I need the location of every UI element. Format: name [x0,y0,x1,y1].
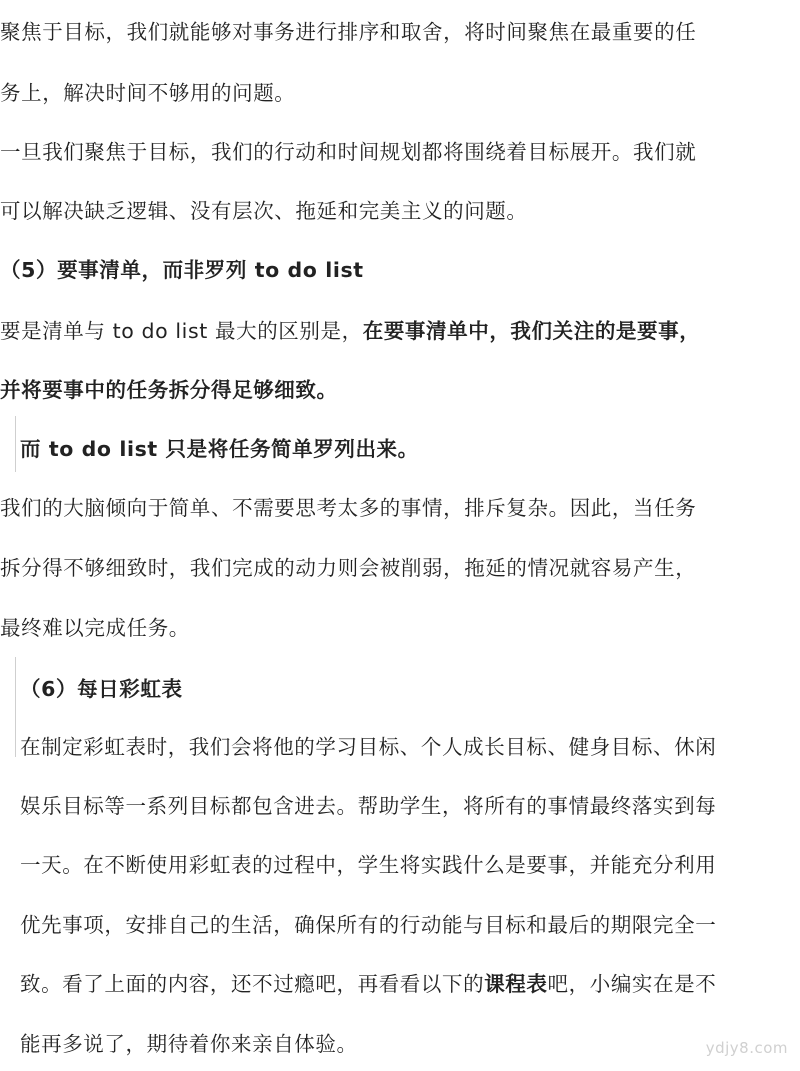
section-heading-5: （5）要事清单，而非罗列 to do list [0,258,364,282]
paragraph-6-line-5-end: 吧，小编实在是不 [547,972,717,996]
paragraph-2-line-1: 一旦我们聚焦于目标，我们的行动和时间规划都将围绕着目标展开。我们就 [0,140,697,164]
paragraph-1-line-2: 务上，解决时间不够用的问题。 [0,81,296,105]
paragraph-6-line-5-start: 致。看了上面的内容，还不过瘾吧，再看看以下的 [20,972,485,996]
paragraph-3-bold-text: 在要事清单中，我们关注的是要事， [362,319,701,343]
site-watermark: ydjy8.com [705,1039,788,1057]
quote-bar [15,657,16,757]
paragraph-5-line-1: 我们的大脑倾向于简单、不需要思考太多的事情，排斥复杂。因此，当任务 [0,496,697,520]
quote-bar [15,416,16,472]
section-heading-6: （6）每日彩虹表 [20,677,183,701]
paragraph-6-line-4: 优先事项，安排自己的生活，确保所有的行动能与目标和最后的期限完全一 [20,913,717,937]
paragraph-5-line-2: 拆分得不够细致时，我们完成的动力则会被削弱，拖延的情况就容易产生， [0,556,697,580]
paragraph-6-line-3: 一天。在不断使用彩虹表的过程中，学生将实践什么是要事，并能充分利用 [20,853,717,877]
paragraph-3-line-2: 并将要事中的任务拆分得足够细致。 [0,378,338,402]
paragraph-6-line-5 [20,969,716,999]
paragraph-6-line-2: 娱乐目标等一系列目标都包含进去。帮助学生，将所有的事情最终落实到每 [20,794,717,818]
paragraph-1-line-1: 聚焦于目标，我们就能够对事务进行排序和取舍，将时间聚焦在最重要的任 [0,20,697,44]
paragraph-5-line-3: 最终难以完成任务。 [0,616,190,640]
paragraph-6-line-6: 能再多说了，期待着你来亲自体验。 [20,1032,358,1056]
paragraph-6-line-1: 在制定彩虹表时，我们会将他的学习目标、个人成长目标、健身目标、休闲 [20,735,717,759]
paragraph-3-line-1 [0,316,700,346]
paragraph-3-normal-text: 要是清单与 to do list 最大的区别是， [0,319,363,343]
course-schedule-highlight: 课程表 [484,972,548,996]
paragraph-2-line-2: 可以解决缺乏逻辑、没有层次、拖延和完美主义的问题。 [0,199,528,223]
paragraph-4-bold: 而 to do list 只是将任务简单罗列出来。 [20,437,419,461]
